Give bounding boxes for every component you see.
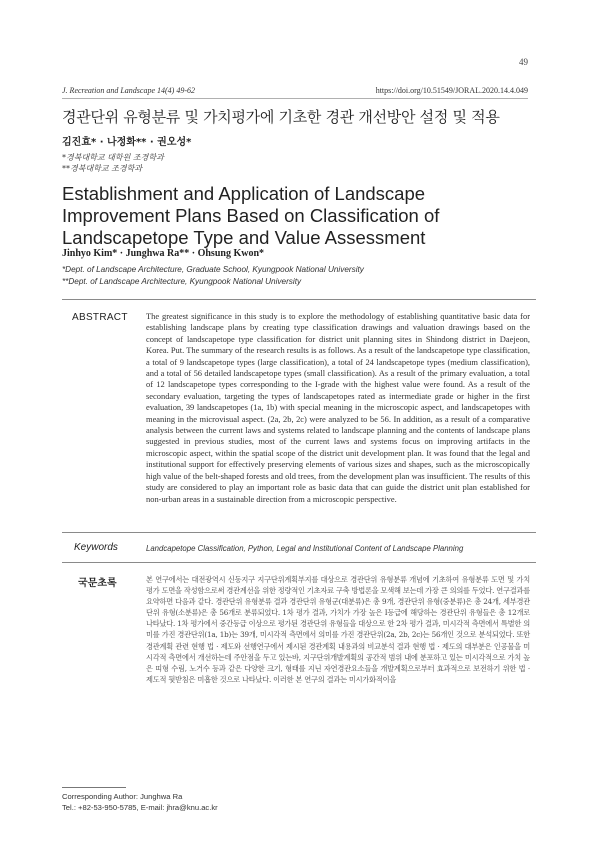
corresponding-contact: Tel.: +82-53-950-5785, E-mail: jhra@knu.ac.kr <box>62 803 218 812</box>
authors-korean: 김진효* · 나정화** · 권오성* <box>62 137 192 148</box>
authors-english: Jinhyo Kim* · Junghwa Ra** · Ohsung Kwon* <box>62 248 265 259</box>
doi-link[interactable]: https://doi.org/10.51549/JORAL.2020.14.4.049 <box>375 86 528 95</box>
footnote-rule <box>62 787 126 788</box>
corresponding-author: Corresponding Author: Junghwa Ra <box>62 792 183 801</box>
divider-line <box>62 562 536 563</box>
affiliation-english-2: **Dept. of Landscape Architecture, Kyungpook National University <box>62 277 302 286</box>
journal-citation: J. Recreation and Landscape 14(4) 49-62 <box>62 86 196 95</box>
divider-line <box>62 532 536 533</box>
keywords-label: Keywords <box>74 542 118 553</box>
affiliation-korean-1: *경북대학교 대학원 조경학과 <box>62 153 164 162</box>
affiliation-korean-2: **경북대학교 조경학과 <box>62 164 143 173</box>
keywords-text: Landcapetope Classification, Python, Legal and Institutional Content of Landscape Planning <box>146 544 464 553</box>
affiliation-english-1: *Dept. of Landscape Architecture, Graduate School, Kyungpook National University <box>62 265 364 274</box>
page-number: 49 <box>519 57 528 67</box>
korean-abstract-label: 국문초록 <box>78 578 117 589</box>
korean-abstract-text: 본 연구에서는 대전광역시 신동지구 지구단위계획부지를 대상으로 경관단위 유형분류 개념에 기초하여 유형분류 도면 및 가치평가 도면을 작성함으로써 경관계선을 위한 정량적인 기초자료 구축 방법론을 모색해 보는데 가장 큰 의의를 두었다. 연구결과를 요약하면 다음과 같다. 경관단위 유형분류 결과 경관단위 유형군(대분류)은 총 9개, 경관단위 유형(중분류)은 총 24개, 세부경관단위 유형(소분류)은 총 56개로 분류되었다. 1차 평가 결과, 가치가 가장 높은 I등급에 해당하는 경관단위 유형들은 총 12개로 나타났다. 1차 평가에서 중간등급 이상으로 평가된 경관단위 유형들을 대상으로 한 2차 평가 결과, 미시각적 측면에서 특별한 의미를 가진 경관단위(1a, 1b)는 39개, 미시각적 측면에서 의미를 가진 경관단위(2a, 2b, 2c)는 56개인 것으로 분석되었다. 또한 경관계획 관련 현행 법 · 제도와 선행연구에서 제시된 경관계획 내용과의 비교분석 결과 현행 법 · 제도의 대부분은 인공물을 미시각적 측면에서 개선하는데 주안점을 두고 있는바, 지구단위개발계획의 공간적 범위 내에 분포하고 있는 미시각적으로 가치 높은 띠형 수림, 노거수 등과 같은 다양한 크기, 형태를 지닌 자연경관요소들을 개발계획으로부터 효과적으로 보전하기 위한 법 · 제도적 뒷받침은 미흡한 것으로 나타났다. 이러한 본 연구의 결과는 미시가화적이을 <box>146 575 531 684</box>
running-head <box>62 86 528 99</box>
title-korean: 경관단위 유형분류 및 가치평가에 기초한 경관 개선방안 설정 및 적용 <box>62 108 500 126</box>
abstract-text: The greatest significance in this study is to explore the methodology of establishing quantitative basic data for establishing landscape plans by creating type classification drawings and valuation drawings based on the concept of landscapetope type classification for district unit planning sites in Shindong district in Daejeon, Korea. Put. The summary of the research results is as follows. As a result of the landscapetope type classification, a total of 9 landscapetope types (large classification), a total of 24 landscapetope types (medium classification), and a total of 56 detailed landscapetope types (small classification). As a result of the primary evaluation, a total of 12 landscapetope types corresponding to the I-grade with the highest value were found. As a result of the secondary evaluation, targeting the types of landscapetopes rated as intermediate grade or higher in the first evaluation, 39 landscapetopes (1a, 1b) with special meaning in the microscopic aspect, and landscapetopes with meaning in the microvisual aspect. (2a, 2b, 2c) were analyzed to be 56. In addition, as a result of a comparative analysis between the current laws and systems related to landscape planning and the contents of landscape plans suggested in previous studies, most of the current laws and systems focus on improving artifacts in the microscopic aspect, within the spatial scope of the district unit development plan. It was found that the legal and institutional support for effectively preserving elements of various sizes and shapes, such as the microscopically high value of the belt-shaped forests and old trees, from the development plan was insufficient. The results of this study are considered to play an important role as basic data that can guide the district unit plan established for non-urban areas in a sustainable direction from a microscopic perspective. <box>146 311 530 504</box>
abstract-label: ABSTRACT <box>72 312 128 323</box>
divider-line <box>62 299 536 300</box>
title-english: Establishment and Application of Landscape Improvement Plans Based on Classification of Landscapetope Type and Value Assessment <box>62 183 440 248</box>
